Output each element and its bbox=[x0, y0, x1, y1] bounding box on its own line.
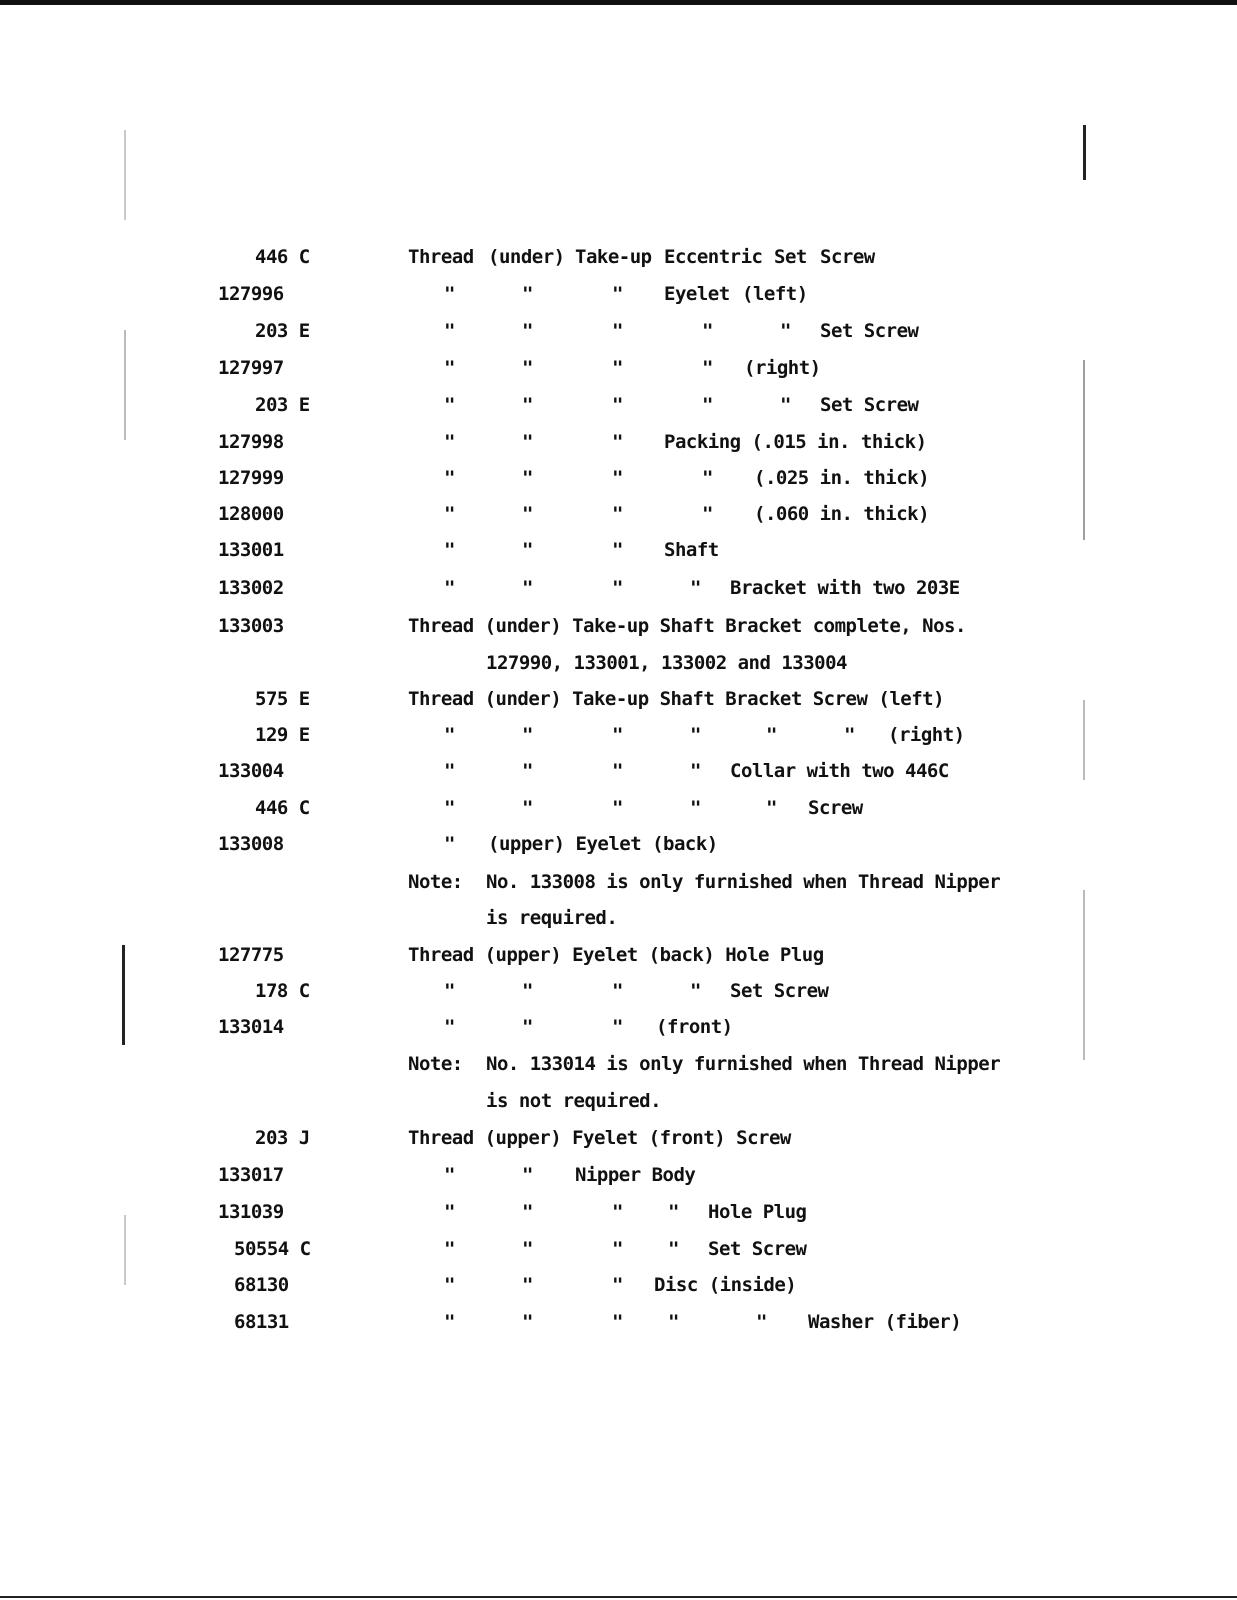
description-text: Set Screw bbox=[820, 320, 919, 342]
part-number: 203 E bbox=[255, 320, 310, 342]
part-number: 131039 bbox=[218, 1201, 284, 1223]
ditto-mark: " bbox=[522, 1274, 533, 1296]
description-text: Collar with two 446C bbox=[730, 760, 949, 782]
ditto-mark: " bbox=[522, 357, 533, 379]
ditto-mark: " bbox=[690, 760, 701, 782]
parts-row bbox=[0, 357, 1237, 383]
description-text: Disc (inside) bbox=[654, 1274, 797, 1296]
description-text: Thread (under) Take-up Shaft Bracket Screw (left) bbox=[408, 688, 945, 710]
ditto-mark: " bbox=[522, 797, 533, 819]
part-number: 127999 bbox=[218, 467, 284, 489]
ditto-mark: " bbox=[780, 394, 791, 416]
part-number: 446 C bbox=[255, 246, 310, 268]
ditto-mark: " bbox=[612, 980, 623, 1002]
note-row bbox=[0, 1090, 1237, 1116]
description-text: (front) bbox=[656, 1016, 733, 1038]
ditto-mark: " bbox=[702, 357, 713, 379]
parts-row bbox=[0, 246, 1237, 272]
description-text: Shaft bbox=[664, 539, 719, 561]
description-text: Hole Plug bbox=[708, 1201, 807, 1223]
ditto-mark: " bbox=[444, 1311, 455, 1333]
ditto-mark: " bbox=[612, 760, 623, 782]
ditto-mark: " bbox=[612, 797, 623, 819]
ditto-mark: " bbox=[612, 1311, 623, 1333]
ditto-mark: " bbox=[766, 797, 777, 819]
parts-row bbox=[0, 724, 1237, 750]
ditto-mark: " bbox=[612, 724, 623, 746]
ditto-mark: " bbox=[444, 577, 455, 599]
description-text: Thread (upper) Fyelet (front) Screw bbox=[408, 1127, 791, 1149]
parts-row bbox=[0, 833, 1237, 859]
part-number: 133004 bbox=[218, 760, 284, 782]
ditto-mark: " bbox=[444, 1274, 455, 1296]
ditto-mark: " bbox=[444, 1164, 455, 1186]
ditto-mark: " bbox=[612, 431, 623, 453]
ditto-mark: " bbox=[444, 431, 455, 453]
part-number: 50554 C bbox=[234, 1238, 311, 1260]
description-text: (under) bbox=[488, 246, 565, 268]
part-number: 133001 bbox=[218, 539, 284, 561]
ditto-mark: " bbox=[612, 1274, 623, 1296]
description-text: Set bbox=[774, 246, 807, 268]
parts-row bbox=[0, 320, 1237, 346]
note-row bbox=[0, 907, 1237, 933]
part-number: 133008 bbox=[218, 833, 284, 855]
note-label: Note: bbox=[408, 1053, 463, 1075]
ditto-mark: " bbox=[522, 283, 533, 305]
ditto-mark: " bbox=[612, 577, 623, 599]
part-number: 127997 bbox=[218, 357, 284, 379]
note-row bbox=[0, 871, 1237, 897]
ditto-mark: " bbox=[522, 539, 533, 561]
ditto-mark: " bbox=[702, 503, 713, 525]
part-number: 575 E bbox=[255, 688, 310, 710]
part-number: 133017 bbox=[218, 1164, 284, 1186]
note-text: is required. bbox=[486, 907, 618, 929]
ditto-mark: " bbox=[522, 1016, 533, 1038]
part-number: 127998 bbox=[218, 431, 284, 453]
part-number: 133014 bbox=[218, 1016, 284, 1038]
part-number: 68130 bbox=[234, 1274, 289, 1296]
parts-row bbox=[0, 1016, 1237, 1042]
ditto-mark: " bbox=[690, 797, 701, 819]
description-text: Screw bbox=[808, 797, 863, 819]
ditto-mark: " bbox=[612, 357, 623, 379]
ditto-mark: " bbox=[444, 980, 455, 1002]
description-text: Bracket with two 203E bbox=[730, 577, 960, 599]
parts-row bbox=[0, 1274, 1237, 1300]
parts-row bbox=[0, 652, 1237, 678]
part-number: 127775 bbox=[218, 944, 284, 966]
note-text: is not required. bbox=[486, 1090, 662, 1112]
ditto-mark: " bbox=[444, 539, 455, 561]
description-text: (right) bbox=[744, 357, 821, 379]
parts-row bbox=[0, 944, 1237, 970]
part-number: 203 E bbox=[255, 394, 310, 416]
ditto-mark: " bbox=[522, 1201, 533, 1223]
description-text: Set Screw bbox=[708, 1238, 807, 1260]
description-text: 127990, 133001, 133002 and 133004 bbox=[486, 652, 847, 674]
description-text: (left) bbox=[742, 283, 808, 305]
ditto-mark: " bbox=[612, 1238, 623, 1260]
parts-row bbox=[0, 1164, 1237, 1190]
ditto-mark: " bbox=[522, 394, 533, 416]
ditto-mark: " bbox=[444, 467, 455, 489]
ditto-mark: " bbox=[444, 1238, 455, 1260]
top-scan-edge bbox=[0, 0, 1237, 5]
ditto-mark: " bbox=[702, 467, 713, 489]
part-number: 133002 bbox=[218, 577, 284, 599]
ditto-mark: " bbox=[444, 283, 455, 305]
description-text: (.060 in. thick) bbox=[754, 503, 930, 525]
scan-mark-left bbox=[124, 330, 126, 440]
ditto-mark: " bbox=[668, 1201, 679, 1223]
ditto-mark: " bbox=[668, 1311, 679, 1333]
parts-row bbox=[0, 1201, 1237, 1227]
ditto-mark: " bbox=[444, 724, 455, 746]
ditto-mark: " bbox=[522, 980, 533, 1002]
ditto-mark: " bbox=[522, 760, 533, 782]
description-text: Screw bbox=[820, 246, 875, 268]
ditto-mark: " bbox=[612, 503, 623, 525]
ditto-mark: " bbox=[444, 394, 455, 416]
description-text: Set Screw bbox=[820, 394, 919, 416]
part-number: 127996 bbox=[218, 283, 284, 305]
part-number: 446 C bbox=[255, 797, 310, 819]
parts-row bbox=[0, 539, 1237, 565]
ditto-mark: " bbox=[522, 467, 533, 489]
parts-row bbox=[0, 467, 1237, 493]
scan-mark-right bbox=[1083, 125, 1086, 180]
description-text: Take-up bbox=[575, 246, 652, 268]
parts-row bbox=[0, 980, 1237, 1006]
description-text: (.025 in. thick) bbox=[754, 467, 930, 489]
parts-row bbox=[0, 503, 1237, 529]
ditto-mark: " bbox=[690, 577, 701, 599]
description-text: Eyelet bbox=[664, 283, 730, 305]
description-text: Thread bbox=[408, 246, 474, 268]
ditto-mark: " bbox=[612, 467, 623, 489]
ditto-mark: " bbox=[612, 320, 623, 342]
description-text: (right) bbox=[888, 724, 965, 746]
part-number: 203 J bbox=[255, 1127, 310, 1149]
ditto-mark: " bbox=[612, 283, 623, 305]
ditto-mark: " bbox=[702, 320, 713, 342]
ditto-mark: " bbox=[444, 833, 455, 855]
ditto-mark: " bbox=[444, 357, 455, 379]
ditto-mark: " bbox=[522, 431, 533, 453]
ditto-mark: " bbox=[702, 394, 713, 416]
ditto-mark: " bbox=[766, 724, 777, 746]
description-text: Washer (fiber) bbox=[808, 1311, 962, 1333]
parts-row bbox=[0, 577, 1237, 603]
scan-mark-left bbox=[124, 130, 126, 220]
ditto-mark: " bbox=[522, 724, 533, 746]
ditto-mark: " bbox=[522, 1311, 533, 1333]
bottom-scan-edge bbox=[0, 1596, 1237, 1598]
parts-row bbox=[0, 1238, 1237, 1264]
part-number: 129 E bbox=[255, 724, 310, 746]
note-row bbox=[0, 1053, 1237, 1079]
ditto-mark: " bbox=[522, 503, 533, 525]
description-text: Packing (.015 in. thick) bbox=[664, 431, 927, 453]
ditto-mark: " bbox=[444, 503, 455, 525]
ditto-mark: " bbox=[522, 577, 533, 599]
ditto-mark: " bbox=[522, 320, 533, 342]
parts-row bbox=[0, 688, 1237, 714]
parts-row bbox=[0, 394, 1237, 420]
part-number: 128000 bbox=[218, 503, 284, 525]
ditto-mark: " bbox=[444, 1016, 455, 1038]
ditto-mark: " bbox=[522, 1238, 533, 1260]
description-text: Thread (upper) Eyelet (back) Hole Plug bbox=[408, 944, 824, 966]
note-text: No. 133008 is only furnished when Thread Nipper bbox=[486, 871, 1001, 893]
description-text: Set Screw bbox=[730, 980, 829, 1002]
description-text: Eccentric bbox=[664, 246, 763, 268]
ditto-mark: " bbox=[612, 1201, 623, 1223]
ditto-mark: " bbox=[844, 724, 855, 746]
part-number: 68131 bbox=[234, 1311, 289, 1333]
note-text: No. 133014 is only furnished when Thread Nipper bbox=[486, 1053, 1001, 1075]
ditto-mark: " bbox=[690, 724, 701, 746]
description-text: (upper) Eyelet (back) bbox=[488, 833, 718, 855]
ditto-mark: " bbox=[444, 1201, 455, 1223]
ditto-mark: " bbox=[668, 1238, 679, 1260]
ditto-mark: " bbox=[756, 1311, 767, 1333]
parts-row bbox=[0, 615, 1237, 641]
parts-row bbox=[0, 1311, 1237, 1337]
ditto-mark: " bbox=[612, 1016, 623, 1038]
ditto-mark: " bbox=[612, 539, 623, 561]
description-text: Nipper Body bbox=[575, 1164, 696, 1186]
ditto-mark: " bbox=[444, 320, 455, 342]
ditto-mark: " bbox=[444, 760, 455, 782]
ditto-mark: " bbox=[690, 980, 701, 1002]
part-number: 178 C bbox=[255, 980, 310, 1002]
parts-row bbox=[0, 431, 1237, 457]
ditto-mark: " bbox=[780, 320, 791, 342]
parts-row bbox=[0, 1127, 1237, 1153]
part-number: 133003 bbox=[218, 615, 284, 637]
parts-row bbox=[0, 797, 1237, 823]
description-text: Thread (under) Take-up Shaft Bracket complete, Nos. bbox=[408, 615, 966, 637]
ditto-mark: " bbox=[444, 797, 455, 819]
ditto-mark: " bbox=[522, 1164, 533, 1186]
parts-row bbox=[0, 283, 1237, 309]
parts-row bbox=[0, 760, 1237, 786]
ditto-mark: " bbox=[612, 394, 623, 416]
note-label: Note: bbox=[408, 871, 463, 893]
